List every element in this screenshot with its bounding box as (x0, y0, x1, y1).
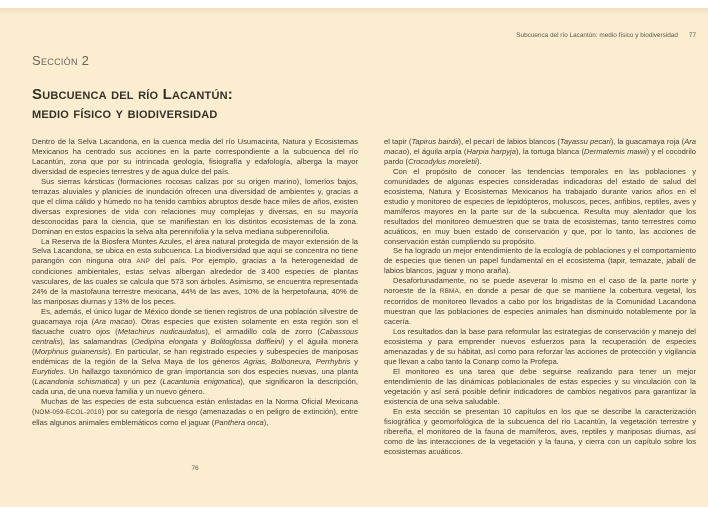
text-segment: ), la guacamaya roja ( (610, 137, 685, 146)
page-left (32, 8, 358, 507)
species-name: Tapirus bairdii (411, 137, 459, 146)
text-segment: ) y el águila monera ( (32, 337, 358, 357)
paragraph (384, 167, 696, 247)
text-segment: ), que significaron la descripción, cada una, de una nueva familia y un nuevo género. (32, 376, 359, 396)
text-segment: NOM-059-ECOL-2010 (34, 408, 102, 416)
text-segment: ) y el cocodrilo pardo ( (384, 146, 696, 166)
text-segment: Dentro de la Selva Lacandona, en la cuenca media del río Usumacinta, Natura y Ecosistemas Mexicanos ha centrado sus acciones en la parte correspondiente a la subcuenca del río Lacantún, zona que por su intrincada geología, fisiografía y edafología, alberga la mayor diversidad de especies terrestres y de agua dulce del país. (32, 137, 358, 176)
species-name: Harpia harpyja (466, 146, 516, 156)
species-name: Lacantunia enigmatica (162, 376, 241, 386)
text-segment: del país. Por ejemplo, gracias a la heterogeneidad de condiciones ambientales, estas selvas albergan alrededor de 3 400 especies de plantas vasculares, de las cuales se calcula que 573 son árboles. Asimismo, se encuentra representada 24% de la mastofauna terrestre mexicana, 44% de las aves, 10% de la herpetofauna, 40% de las mariposas diurnas y 13% de los peces. (32, 256, 358, 307)
paragraph (384, 327, 696, 367)
left-column-text (32, 137, 358, 428)
text-segment: El monitoreo es una tarea que debe seguirse realizando para tener un mejor entendimiento de las dinámicas poblacionales de estas especies y su vinculación con la vegetación y así será posible definir indicadores de cambios negativos para garantizar la existencia de una selva saludable. (384, 366, 696, 406)
paragraph (32, 177, 358, 237)
text-segment: Sus sierras kársticas (formaciones rocosas calizas por su origen marino), lomeríos bajos, terrazas aluviales y planicies de inundación ofrecen una diversidad de ambientes y, gracias a que el clima cálido y húmedo no ha tenido cambios abruptos desde hace miles de años, existen diversas expresiones de vida con relaciones muy complejas y diversas, en su mayoría desconocidas para la ciencia, que se manifiestan en los distintos ecosistemas de la zona. Dominan en estos espacios la selva alta perennifolia y la selva mediana subperennifolia. (32, 176, 358, 236)
paragraph (32, 237, 358, 308)
species-name: Eurytides (32, 366, 64, 376)
species-name: Metachirus nudicaudatus (117, 327, 206, 337)
paragraph (384, 137, 696, 167)
text-segment: ), el armadillo cola de zorro ( (205, 327, 320, 337)
species-name: Ara macao (384, 137, 697, 156)
text-segment: ). En particular, se han registrado especies y subespecies de mariposas endémicas de la región de la Selva Maya de los géneros (32, 347, 358, 366)
text-segment: Desafortunadamente, no se puede aseverar lo mismo en el caso de la parte norte y noroeste de la (384, 276, 696, 296)
paragraph (384, 407, 696, 457)
text-segment: La Reserva de la Biosfera Montes Azules, el área natural protegida de mayor extensión de la Selva Lacandona, se ubica en esta subcuenca. La biodiversidad que aquí se concentra no tiene parangón con ninguna otra (32, 236, 358, 266)
species-name: Panthera onca (214, 417, 264, 427)
text-segment: ), las salamandras ( (60, 337, 134, 347)
page-number-left: 76 (191, 465, 199, 472)
paragraph (384, 367, 696, 407)
chapter-title (32, 86, 233, 123)
text-segment: . Un hallazgo taxonómico de gran importancia son dos especies nuevas, una planta ( (32, 366, 358, 386)
text-segment: Los resultados dan la base para reformular las estrategias de conservación y manejo del ecosistema y para emprender nuevos esfuerzos para la recuperación de especies amenazadas y de su hábitat, así como para reforzar las acciones de protección y vigilancia que llevan a cabo tanto la Conanp como la Profepa. (384, 327, 696, 366)
species-name: Oedipina elongata (133, 337, 198, 347)
text-segment: el tapir ( (384, 137, 412, 146)
book-spread (0, 8, 708, 507)
species-name: Bolitoglossa doffleini (210, 337, 283, 347)
text-segment: , en donde a pesar de que se mantiene la cobertura vegetal, los recorridos de monitoreo llevados a cabo por los brigadistas de la Comunidad Lacandona muestran que las poblaciones de especies animales han disminuido notablemente por la cacería. (384, 286, 696, 327)
species-name: Tayassu pecari (559, 137, 611, 146)
text-segment: En esta sección se presentan 10 capítulos en los que se describe la caracterización fisiográfica y geomorfológica de la subcuenca del río Lacantún, la vegetación terrestre y ribereña, el monitoreo de la fauna de mamíferos, aves, reptiles y mariposas diurnas, así como de las interacciones de la vegetación y la fauna, y cierra con un capítulo sobre los ecosistemas acuáticos. (384, 406, 696, 456)
text-segment: ), la tortuga blanca ( (515, 146, 585, 156)
text-segment: ), el pecarí de labios blancos ( (458, 137, 560, 146)
species-name: Dermatemis mawii (584, 146, 647, 156)
text-segment: ). Otras especies que existen solamente en esta región son el tlacuache cuatro ojos ( (32, 317, 358, 337)
text-segment: Muchas de las especies de esta subcuenca están enlistadas en la Norma Oficial Mexicana ( (32, 396, 358, 416)
running-header-text: Subcuenca del río Lacantún: medio físico y biodiversidad (516, 32, 678, 39)
paragraph (32, 307, 358, 397)
species-name: Agrias, Bolboneura, Perrhybris (243, 356, 351, 366)
chapter-title-line2: medio físico y biodiversidad (32, 104, 218, 122)
chapter-title-line1: Subcuenca del río Lacantún: (32, 86, 233, 103)
page-right (384, 8, 696, 507)
page-number-right: 77 (688, 32, 696, 39)
text-segment: ) y un pez ( (117, 376, 163, 386)
text-segment: y (197, 337, 211, 347)
paragraph (384, 246, 696, 276)
species-name: Cabassous centralis (32, 327, 358, 347)
text-segment: ), (263, 417, 269, 427)
section-label: Sección 2 (32, 53, 90, 68)
text-segment: Es, además, el único lugar de México donde se tienen registros de una población silvestre de guacamaya roja ( (32, 307, 358, 327)
text-segment: ANP (136, 258, 151, 266)
running-header (516, 32, 696, 39)
text-segment: ) por su categoría de riesgo (amenazadas o en peligro de extinción), entre ellas algunos animales emblemáticos como el jaguar ( (32, 406, 358, 427)
text-segment: ), el águila arpía ( (406, 146, 467, 156)
right-column-text (384, 137, 696, 457)
text-segment: RBMA (439, 288, 460, 296)
species-name: Morphnus guianensis (34, 347, 108, 357)
text-segment: y (350, 356, 358, 366)
species-name: Ara macao (94, 317, 133, 327)
text-segment: ). (476, 156, 482, 166)
paragraph (32, 137, 358, 177)
species-name: Lacandonia schismatica (34, 376, 118, 386)
text-segment: Con el propósito de conocer las tendencias temporales en las poblaciones y comunidades de algunas especies consideradas indicadoras del estado de salud del ecosistema, Natura y Ecosistemas Mexicanos ha trabajado durante varios años en el estudio y monitoreo de especies de lepidópteros, moluscos, peces, anfibios, reptiles, aves y mamíferos mayores en la parte sur de la subcuenca. Resulta muy alentador que los resultados del monitoreo demuestren que se trata de ecosistemas, tanto terrestres como acuáticos, en muy buen estado de conservación y que, por lo tanto, las acciones de conservación están cumpliendo su propósito. (384, 166, 696, 246)
text-segment: Se ha logrado un mejor entendimiento de la ecología de poblaciones y el comportamiento de especies que tienen un papel fundamental en el ecosistema (tapir, temazate, jabalí de labios blancos, jaguar y mono araña). (384, 246, 696, 276)
species-name: Crocodylus moreletii (408, 156, 477, 166)
paragraph (32, 397, 358, 428)
paragraph (384, 276, 696, 327)
